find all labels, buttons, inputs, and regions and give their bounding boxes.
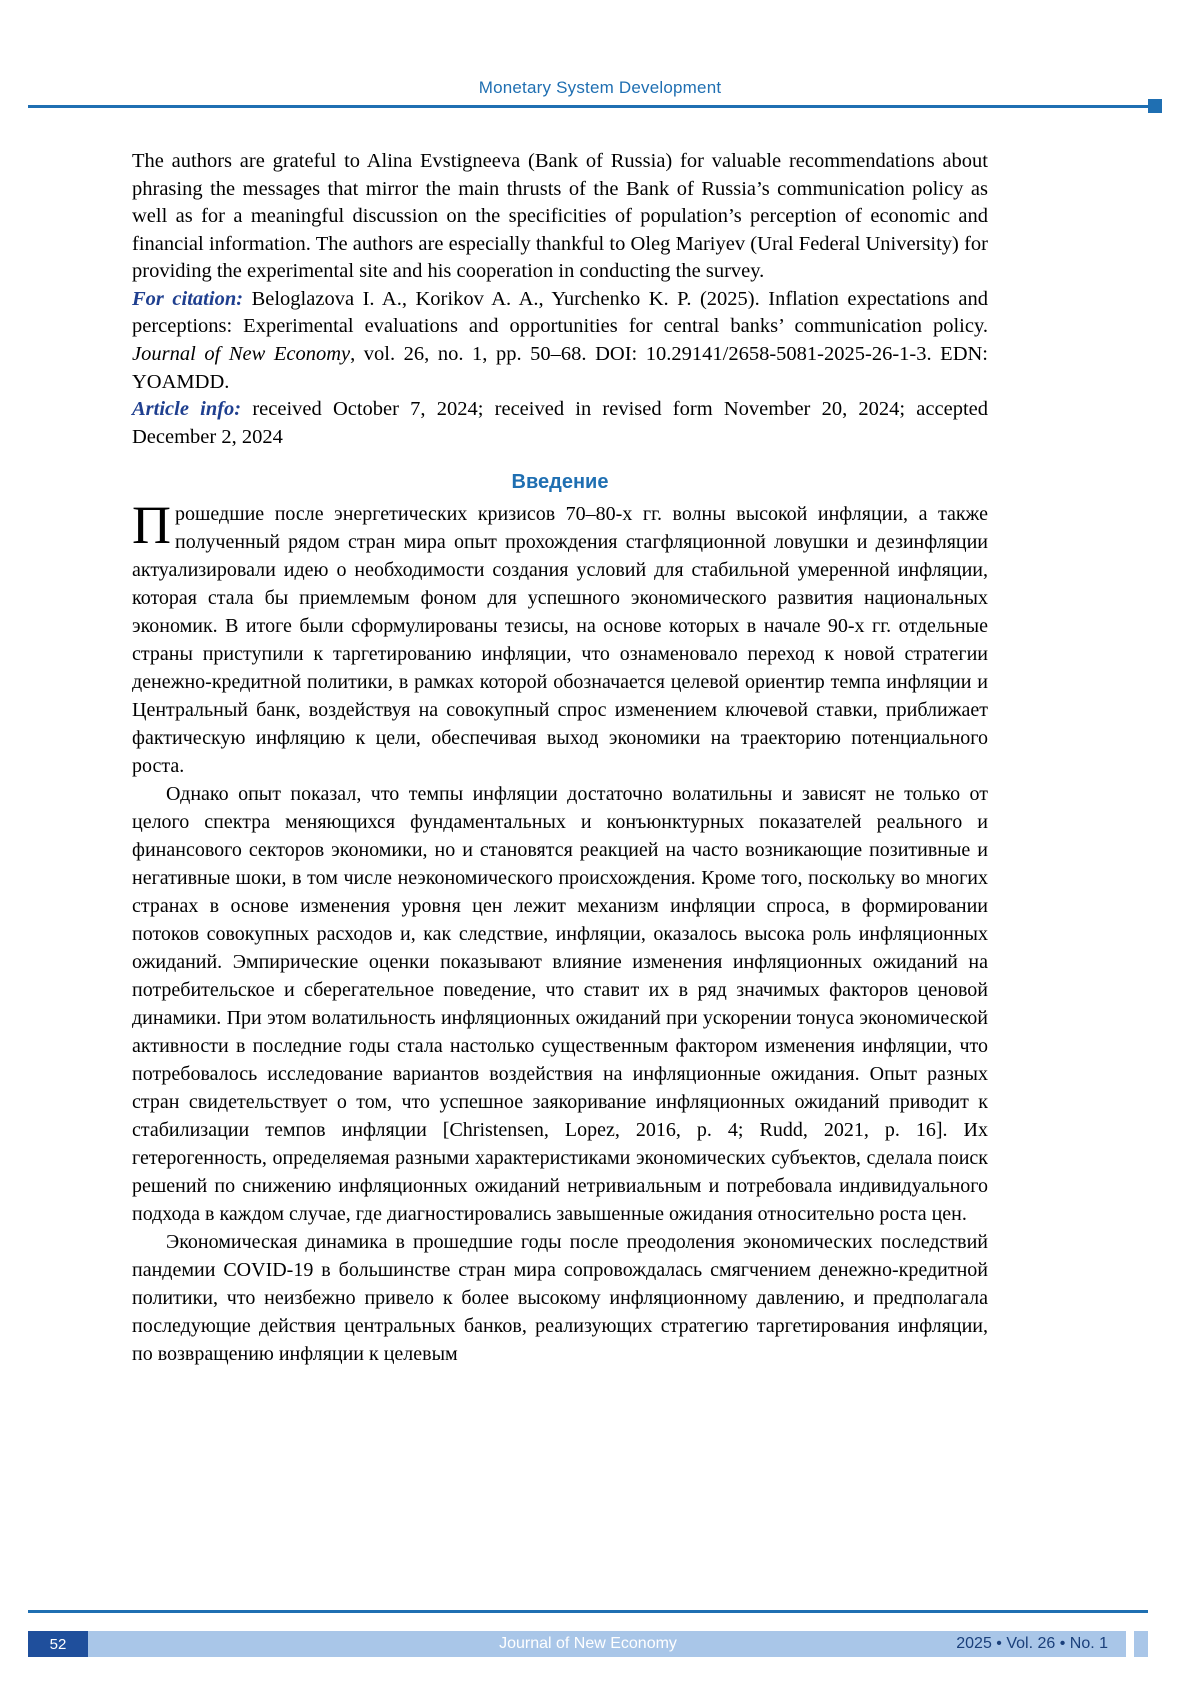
running-title: Monetary System Development (478, 78, 722, 97)
page-footer (28, 1631, 1148, 1659)
page-header (0, 78, 1200, 98)
article-info-paragraph (132, 396, 988, 451)
introduction-paragraph-2: Однако опыт показал, что темпы инфляции достаточно волатильны и зависят не только от целого спектра меняющихся фундаментальных и конъюнктурных показателей реального и финансового секторов экономики, но и становятся реакцией на часто возникающие позитивные и негативные шоки, в том числе неэкономического происхождения. Кроме того, поскольку во многих странах в основе изменения уровня цен лежит механизм инфляции спроса, в формировании потоков совокупных расходов и, как следствие, инфляции, оказалось высока роль инфляционных ожиданий. Эмпирические оценки показывают влияние изменения инфляционных ожиданий на потребительское и сберегательное поведение, что ставит их в ряд значимых факторов ценовой динамики. При этом волатильность инфляционных ожиданий при ускорении тонуса экономической активности в последние годы стала настолько существенным фактором изменения инфляции, что потребовалось исследование вариантов воздействия на инфляционные ожидания. Опыт разных стран свидетельствует о том, что успешное заякоривание инфляционных ожиданий приводит к стабилизации темпов инфляции [Christensen, Lopez, 2016, p. 4; Rudd, 2021, p. 16]. Их гетерогенность, определяемая разными характеристиками экономических субъектов, сделала поиск решений по снижению инфляционных ожиданий нетривиальным и потребовала индивидуального подхода в каждом случае, где диагностировались завышенные ожидания относительно роста цен. (132, 783, 988, 1226)
article-info-label: Article info: (132, 398, 242, 421)
citation-text-1: Beloglazova I. A., Korikov A. A., Yurchenko K. P. (2025). Inflation expectations and perceptions: Experimental evaluations and opportunities for central banks’ communication policy. (132, 287, 988, 338)
citation-text-2: , vol. 26, no. 1, pp. 50–68. DOI: 10.29141/2658-5081-2025-26-1-3. EDN: YOAMDD. (132, 342, 988, 393)
introduction-paragraph-3: Экономическая динамика в прошедшие годы после преодоления экономических последствий пандемии COVID-19 в большинстве стран мира сопровождалась смягчением денежно-кредитной политики, что неизбежно привело к более высокому инфляционному давлению, и предполагала последующие действия центральных банков, реализующих стратегию таргетирования инфляции, по возвращению инфляции к целевым (132, 1231, 988, 1366)
header-divider-cap (1148, 99, 1162, 113)
page-number: 52 (28, 1631, 88, 1657)
citation-paragraph (132, 286, 988, 396)
article-body (132, 148, 988, 1368)
header-divider (28, 105, 1148, 108)
footer-bar-left (88, 1631, 340, 1657)
footer-bar-cap (1134, 1631, 1148, 1657)
section-heading-introduction: Введение (511, 471, 609, 494)
introduction-paragraph-1-text: рошедшие после энергетических кризисов 70–80-х гг. волны высокой инфляции, а также полученный рядом стран мира опыт прохождения стагфляционной ловушки и дезинфляции актуализировали идею о необходимости создания условий для стабильной умеренной инфляции, которая стала бы приемлемым фоном для успешного экономического развития национальных экономик. В итоге были сформулированы тезисы, на основе которых в начале 90-х гг. отдельные страны приступили к таргетированию инфляции, что ознаменовало переход к новой стратегии денежно-кредитной политики, в рамках которой обозначается целевой ориентир темпа инфляции и Центральный банк, воздействуя на совокупный спрос изменением ключевой ставки, приближает фактическую инфляцию к цели, обеспечивая выход экономики на траекторию потенциального роста. (132, 503, 988, 778)
footer-divider (28, 1610, 1148, 1613)
article-info-text: received October 7, 2024; received in revised form November 20, 2024; accepted December 2, 2024 (132, 398, 988, 448)
footer-issue-info: 2025 • Vol. 26 • No. 1 (836, 1631, 1126, 1657)
acknowledgement-paragraph: The authors are grateful to Alina Evstigneeva (Bank of Russia) for valuable recommendations about phrasing the messages that mirror the main thrusts of the Bank of Russia’s communication policy as well as for a meaningful discussion on the specificities of population’s perception of economic and financial information. The authors are especially thankful to Oleg Mariyev (Ural Federal University) for providing the experimental site and his cooperation in conducting the survey. (132, 150, 988, 283)
citation-label: For citation: (132, 287, 244, 310)
footer-journal-name: Journal of New Economy (340, 1631, 836, 1657)
drop-cap: П (132, 495, 171, 556)
introduction-paragraph-1 (132, 495, 988, 780)
citation-journal-name: Journal of New Economy (132, 342, 351, 365)
